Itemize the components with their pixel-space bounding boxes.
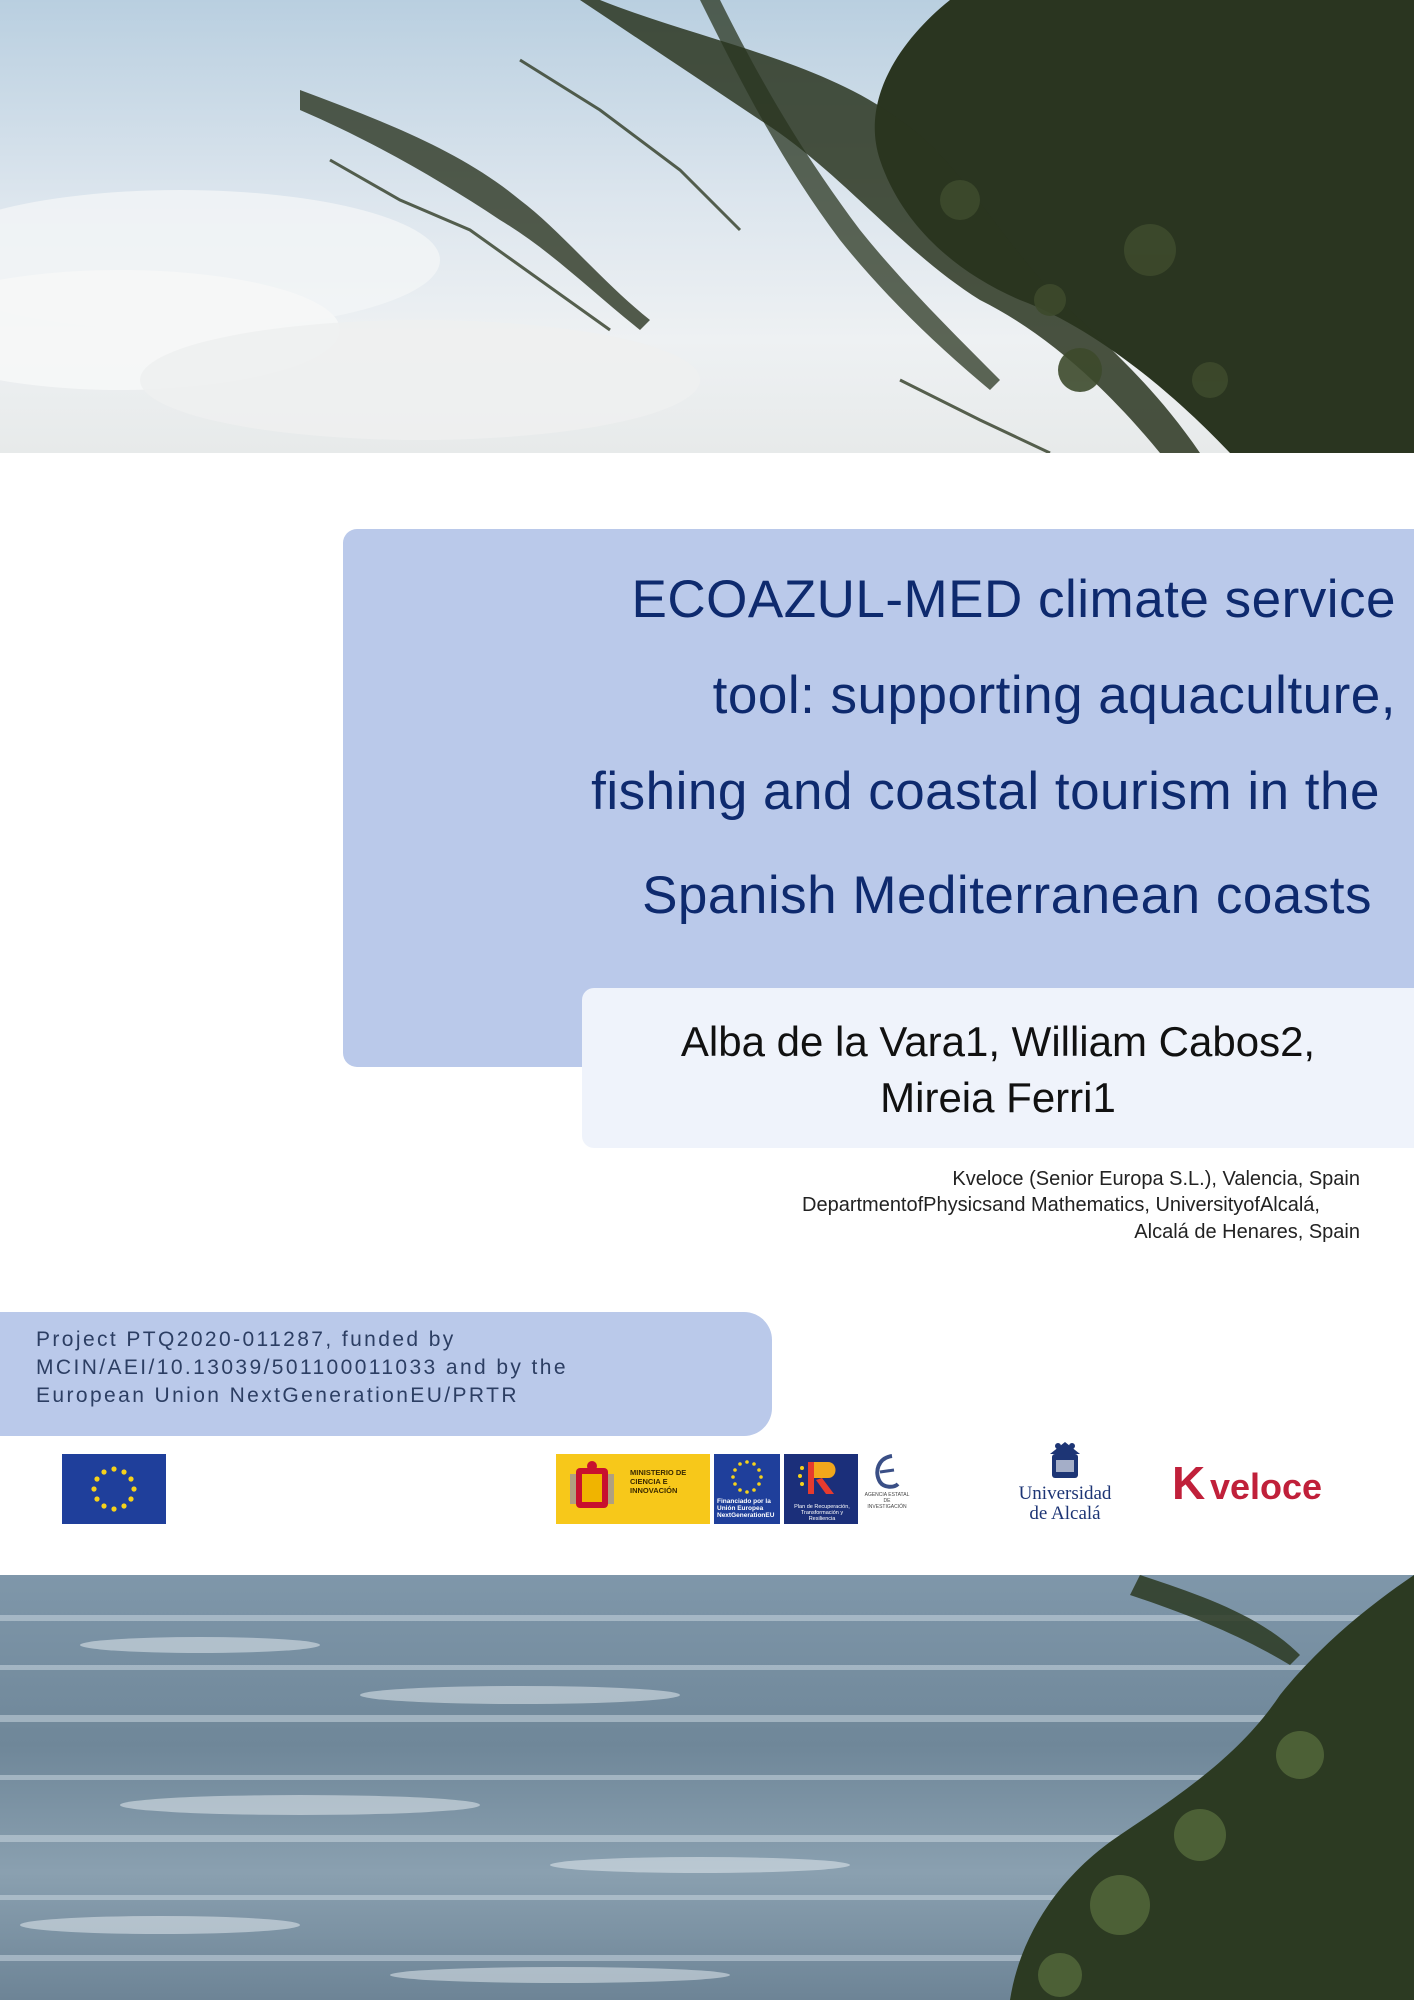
ministry-logo-text: MINISTERIO DE CIENCIA E INNOVACIÓN: [630, 1468, 687, 1495]
aei-logo: [864, 1452, 910, 1526]
title-line-2: tool: supporting aquaculture,: [712, 666, 1396, 725]
affiliation-1: Kveloce (Senior Europa S.L.), Valencia, Spain: [952, 1168, 1360, 1190]
funding-line-1: Project PTQ2020-011287, funded by: [36, 1328, 456, 1351]
kveloce-logo-k: K: [1172, 1457, 1204, 1509]
aei-logo-text: AGENCIA ESTATAL DE INVESTIGACIÓN: [864, 1492, 910, 1510]
authors-panel: [582, 988, 1414, 1148]
affiliation-2: DepartmentofPhysicsand Mathematics, UniversityofAlcalá,: [802, 1194, 1320, 1216]
title-line-1: ECOAZUL-MED climate service: [631, 570, 1396, 629]
title-line-3: fishing and coastal tourism in the: [591, 762, 1380, 821]
kveloce-logo-text: veloce: [1210, 1466, 1323, 1507]
university-alcala-logo: [990, 1438, 1140, 1528]
eu-flag-logo: [62, 1454, 166, 1524]
title-panel: [343, 529, 1414, 1067]
recovery-plan-logo: [784, 1454, 858, 1524]
header-photo-pine-sky: [0, 0, 1414, 453]
funding-line-3: European Union NextGenerationEU/PRTR: [36, 1384, 519, 1407]
kveloce-logo: [1172, 1456, 1368, 1516]
nextgen-logo-text: Financiado por la Unión Europea NextGenerationEU: [717, 1498, 775, 1519]
title-line-4: Spanish Mediterranean coasts: [642, 866, 1372, 925]
eu-nextgeneration-logo: [714, 1454, 780, 1524]
footer-photo-sea: [0, 1575, 1414, 2000]
affiliation-3: Alcalá de Henares, Spain: [1134, 1221, 1360, 1243]
funding-panel: [0, 1312, 772, 1436]
funding-line-2: MCIN/AEI/10.13039/501100011033 and by the: [36, 1356, 568, 1379]
university-name-line-2: de Alcalá: [1029, 1503, 1101, 1524]
university-name-line-1: Universidad: [1018, 1483, 1112, 1504]
authors-line-2: Mireia Ferri1: [880, 1074, 1116, 1121]
ministry-science-logo: [556, 1454, 710, 1524]
recovery-plan-logo-text: Plan de Recuperación, Transformación y Resiliencia: [794, 1504, 850, 1522]
authors-line-1: Alba de la Vara1, William Cabos2,: [680, 1018, 1316, 1065]
